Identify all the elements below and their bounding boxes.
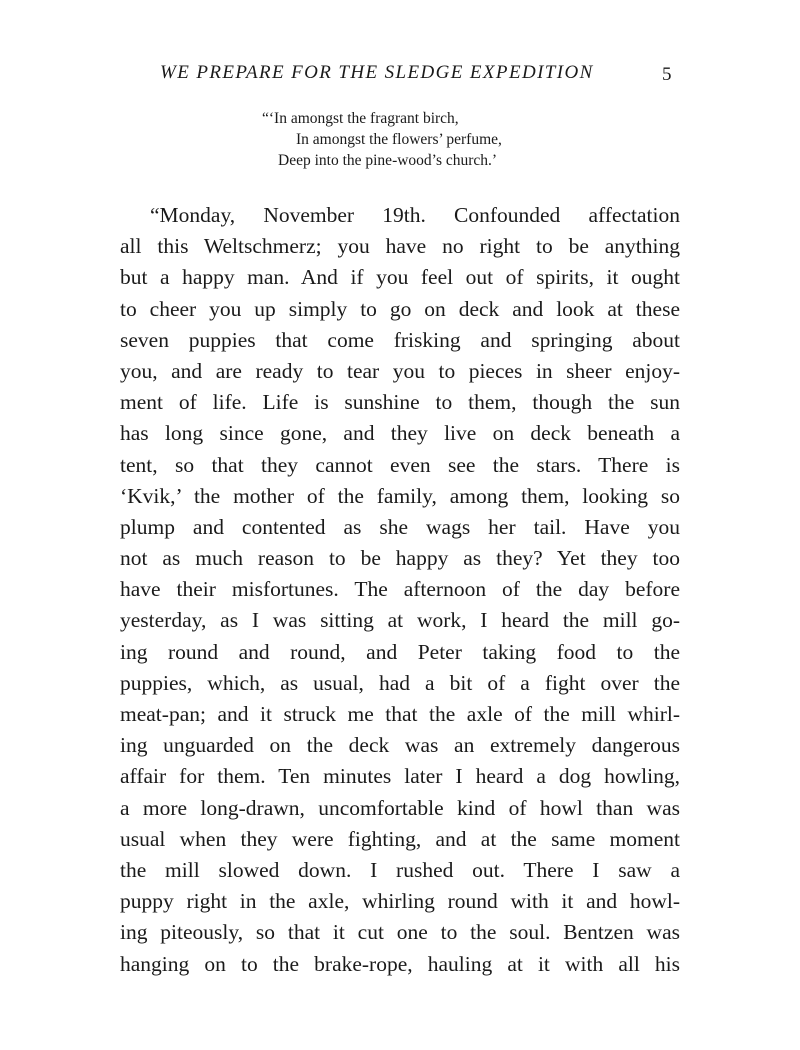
body-line: you, and are ready to tear you to pieces in sheer enjoy-	[120, 358, 680, 383]
body-line: meat-pan; and it struck me that the axle of the mill whirl-	[120, 702, 680, 726]
epigraph-line: In amongst the flowers’ perfume,	[296, 131, 502, 148]
body-line: not as much reason to be happy as they? Yet they too	[120, 546, 680, 571]
body-line: has long since gone, and they live on deck beneath a	[120, 421, 680, 446]
body-line: ing unguarded on the deck was an extremely dangerous	[120, 733, 680, 758]
epigraph-line: “‘In amongst the fragrant birch,	[262, 110, 459, 127]
body-line: but a happy man. And if you feel out of spirits, it ought	[120, 265, 680, 290]
body-line: seven puppies that come frisking and springing about	[120, 327, 680, 352]
body-line: puppies, which, as usual, had a bit of a fight over the	[120, 670, 680, 695]
body-line: affair for them. Ten minutes later I heard a dog howling,	[120, 764, 680, 789]
body-line: ing piteously, so that it cut one to the soul. Bentzen was	[120, 920, 680, 945]
body-paragraph	[120, 200, 680, 980]
body-line: all this Weltschmerz; you have no right to be anything	[120, 234, 680, 259]
body-line: a more long-drawn, uncomfortable kind of howl than was	[120, 795, 680, 820]
body-line: tent, so that they cannot even see the stars. There is	[120, 452, 680, 477]
body-line: the mill slowed down. I rushed out. There I saw a	[120, 857, 680, 882]
epigraph-line: Deep into the pine-wood’s church.’	[278, 152, 498, 169]
running-title: WE PREPARE FOR THE SLEDGE EXPEDITION	[160, 62, 594, 83]
body-line: ing round and round, and Peter taking food to the	[120, 639, 680, 664]
body-line: ment of life. Life is sunshine to them, though the sun	[120, 390, 680, 415]
page-number: 5	[662, 64, 672, 85]
body-line: “Monday, November 19th. Confounded affectation	[150, 203, 680, 227]
body-line: plump and contented as she wags her tail. Have you	[120, 514, 680, 539]
body-line: puppy right in the axle, whirling round with it and howl-	[120, 889, 680, 914]
epigraph-verse	[258, 108, 578, 171]
body-line: hanging on to the brake-rope, hauling at it with all his	[120, 951, 680, 976]
body-line: to cheer you up simply to go on deck and look at these	[120, 296, 680, 321]
body-line: have their misfortunes. The afternoon of the day before	[120, 577, 680, 602]
body-line: usual when they were fighting, and at the same moment	[120, 826, 680, 851]
body-line: yesterday, as I was sitting at work, I heard the mill go-	[120, 608, 680, 633]
body-line: ‘Kvik,’ the mother of the family, among them, looking so	[120, 483, 680, 508]
